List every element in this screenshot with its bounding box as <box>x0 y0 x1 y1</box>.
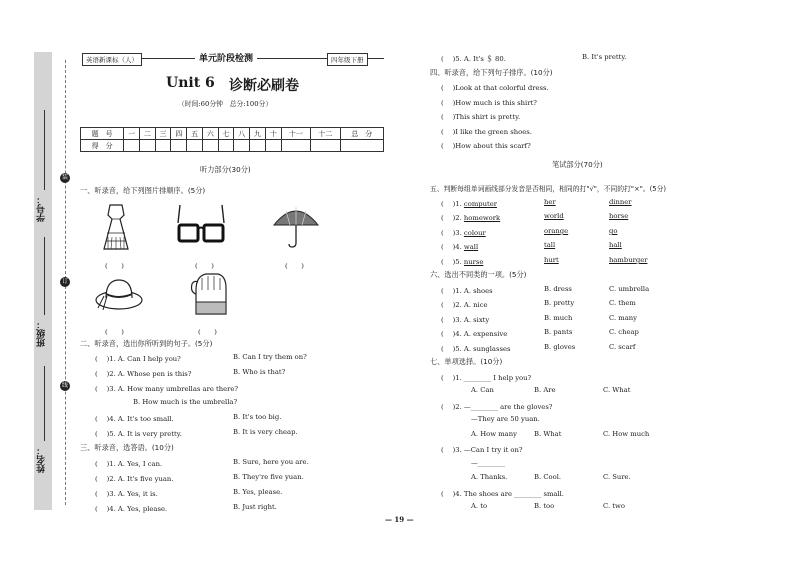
score-header: 一 <box>124 128 140 140</box>
dialog-line: —They are 50 yuan. <box>471 415 540 423</box>
word-c: go <box>609 227 618 235</box>
hat-icon <box>94 274 144 314</box>
option-b: B. pretty <box>544 299 575 307</box>
list-item[interactable]: ( )4. The shoes are ________ small. <box>441 490 564 498</box>
option-c: C. umbrella <box>609 285 650 293</box>
q3-heading: 三、听录音，选答语。(10分) <box>80 443 174 452</box>
option-c: C. two <box>603 502 625 510</box>
list-item[interactable]: ( )2. —________ are the gloves? <box>441 403 553 411</box>
score-cell[interactable] <box>311 140 341 152</box>
option-c: C. cheap <box>609 328 639 336</box>
answer-paren[interactable]: ( ) <box>105 262 124 270</box>
time-score: （时间:60分钟 总分:100分） <box>178 100 273 108</box>
option-a: A. Can <box>471 386 494 394</box>
list-item[interactable]: ( )5. A. It's ＄ 80. <box>441 55 506 63</box>
option-c: C. them <box>609 299 636 307</box>
list-item[interactable]: ( )4. A. It's too small. <box>95 415 174 423</box>
option-b: B. They're five yuan. <box>233 473 304 481</box>
list-item[interactable]: ( )4. A. expensive <box>441 330 508 338</box>
score-cell[interactable] <box>202 140 218 152</box>
list-item[interactable]: ( )3. A. Yes, it is. <box>95 490 158 498</box>
option-b: B. Are <box>534 386 556 394</box>
option-b: B. dress <box>544 285 572 293</box>
score-cell[interactable] <box>140 140 156 152</box>
score-cell[interactable] <box>265 140 281 152</box>
score-header: 六 <box>202 128 218 140</box>
option-c: C. scarf <box>609 343 636 351</box>
list-item[interactable]: ( )5. nurse <box>441 258 484 266</box>
word-b: orange <box>544 227 569 235</box>
score-header: 十一 <box>281 128 311 140</box>
option-b: B. What <box>534 430 562 438</box>
list-item[interactable]: ( )4. A. Yes, please. <box>95 505 168 513</box>
binding-mark: 线 <box>61 382 68 389</box>
list-item[interactable]: ( )5. A. sunglasses <box>441 345 511 353</box>
list-item[interactable]: ( )This shirt is pretty. <box>441 113 521 121</box>
answer-paren[interactable]: ( ) <box>285 262 304 270</box>
score-table <box>80 127 384 152</box>
list-item[interactable]: ( )1. A. shoes <box>441 287 493 295</box>
list-item[interactable]: ( )5. A. It is very pretty. <box>95 430 182 438</box>
score-cell[interactable] <box>218 140 234 152</box>
answer-paren[interactable]: ( ) <box>198 328 217 336</box>
list-item[interactable]: ( )I like the green shoes. <box>441 128 532 136</box>
glasses-icon <box>176 203 226 247</box>
option-b: B. How much is the umbrella? <box>133 398 238 406</box>
name-label: 姓名： <box>37 446 47 473</box>
option-b: B. pants <box>544 328 573 336</box>
score-cell[interactable] <box>281 140 311 152</box>
option-b: B. Sure, here you are. <box>233 458 309 466</box>
q1-heading: 一、听录音，给下列图片排顺序。(5分) <box>80 186 206 195</box>
list-item[interactable]: ( )Look at that colorful dress. <box>441 84 549 92</box>
option-b: B. Yes, please. <box>233 488 283 496</box>
list-item[interactable]: ( )1. A. Yes, I can. <box>95 460 163 468</box>
option-c: C. How much <box>603 430 650 438</box>
word-c: hamburger <box>609 256 648 264</box>
list-item[interactable]: ( )3. A. sixty <box>441 316 490 324</box>
class-label: 班级： <box>37 320 47 347</box>
score-cell[interactable] <box>124 140 140 152</box>
q6-heading: 六、选出不同类的一项。(5分) <box>430 270 527 279</box>
list-item[interactable]: ( )1. computer <box>441 200 497 208</box>
grade-tag: 四年级下册 <box>327 53 368 66</box>
option-b: B. Cool. <box>534 473 562 481</box>
header-center: 单元阶段检测 <box>195 51 257 64</box>
edition-tag: 英语新课标（人） <box>82 53 142 66</box>
score-header: 八 <box>234 128 250 140</box>
list-item[interactable]: ( )4. wall <box>441 243 479 251</box>
paper-title: 诊断必刷卷 <box>229 78 299 94</box>
word-c: horse <box>609 212 629 220</box>
class-field[interactable] <box>44 237 45 315</box>
q4-heading: 四、听录音，给下列句子排序。(10分) <box>430 68 553 77</box>
list-item[interactable]: ( )3. A. How many umbrellas are there? <box>95 385 239 393</box>
option-b: B. It is very cheap. <box>233 428 298 436</box>
score-header: 四 <box>171 128 187 140</box>
list-item[interactable]: ( )1. A. Can I help you? <box>95 355 181 363</box>
list-item[interactable]: ( )3. colour <box>441 229 486 237</box>
option-b: B. It's pretty. <box>582 53 627 61</box>
listening-heading: 听力部分(30分) <box>200 165 251 174</box>
list-item[interactable]: ( )2. A. nice <box>441 301 488 309</box>
list-item[interactable]: ( )How much is this shirt? <box>441 99 537 107</box>
id-field[interactable] <box>44 110 45 190</box>
score-cell[interactable] <box>340 140 383 152</box>
binding-strip <box>34 52 52 510</box>
page-number: — 19 — <box>385 515 414 524</box>
score-row-label: 得 分 <box>81 140 124 152</box>
option-b: B. It's too big. <box>233 413 282 421</box>
q7-heading: 七、单项选择。(10分) <box>430 357 503 366</box>
binding-mark: 装 <box>61 174 68 181</box>
list-item[interactable]: ( )2. A. It's five yuan. <box>95 475 174 483</box>
option-b: B. Who is that? <box>233 368 286 376</box>
answer-paren[interactable]: ( ) <box>105 328 124 336</box>
score-header: 二 <box>140 128 156 140</box>
score-header: 三 <box>155 128 171 140</box>
option-a: A. to <box>471 502 488 510</box>
binding-mark: 订 <box>61 278 68 285</box>
option-b: B. Can I try them on? <box>233 353 307 361</box>
option-c: C. Sure. <box>603 473 631 481</box>
written-heading: 笔试部分(70分) <box>552 160 603 169</box>
score-header: 十二 <box>311 128 341 140</box>
word-b: world <box>544 212 564 220</box>
score-header: 九 <box>250 128 266 140</box>
list-item[interactable]: ( )2. homework <box>441 214 501 222</box>
id-label: 学号： <box>37 195 47 222</box>
q2-heading: 二、听录音，选出你所听到的句子。(5分) <box>80 339 213 348</box>
list-item[interactable]: ( )3. —Can I try it on? <box>441 446 523 454</box>
word-b: her <box>544 198 556 206</box>
dress-icon <box>98 203 134 251</box>
word-b: hurt <box>544 256 559 264</box>
score-header: 十 <box>265 128 281 140</box>
option-b: B. Just right. <box>233 503 277 511</box>
list-item[interactable]: ( )How about this scarf? <box>441 142 531 150</box>
score-header: 七 <box>218 128 234 140</box>
score-cell[interactable] <box>155 140 171 152</box>
score-header: 题 号 <box>81 128 124 140</box>
unit-title: Unit 6 <box>166 75 215 91</box>
q5-heading: 五、判断每组单词画线部分发音是否相同，相同的打"√"，不同的打"×"。(5分) <box>430 185 667 193</box>
option-a: A. How many <box>471 430 517 438</box>
dialog-line: —________ <box>471 459 505 467</box>
score-header: 总 分 <box>340 128 383 140</box>
option-b: B. gloves <box>544 343 576 351</box>
option-c: C. What <box>603 386 631 394</box>
list-item[interactable]: ( )2. A. Whose pen is this? <box>95 370 192 378</box>
option-b: B. too <box>534 502 555 510</box>
word-c: dinner <box>609 198 632 206</box>
list-item[interactable]: ( )1. ________ I help you? <box>441 374 532 382</box>
score-cell[interactable] <box>187 140 203 152</box>
option-a: A. Thanks. <box>471 473 508 481</box>
option-b: B. much <box>544 314 573 322</box>
answer-paren[interactable]: ( ) <box>195 262 214 270</box>
score-cell[interactable] <box>234 140 250 152</box>
word-c: hall <box>609 241 622 249</box>
score-cell[interactable] <box>250 140 266 152</box>
score-cell[interactable] <box>171 140 187 152</box>
name-field[interactable] <box>44 366 45 441</box>
gloves-icon <box>188 270 232 316</box>
umbrella-icon <box>272 203 320 249</box>
option-c: C. many <box>609 314 637 322</box>
word-b: tall <box>544 241 556 249</box>
score-header: 五 <box>187 128 203 140</box>
